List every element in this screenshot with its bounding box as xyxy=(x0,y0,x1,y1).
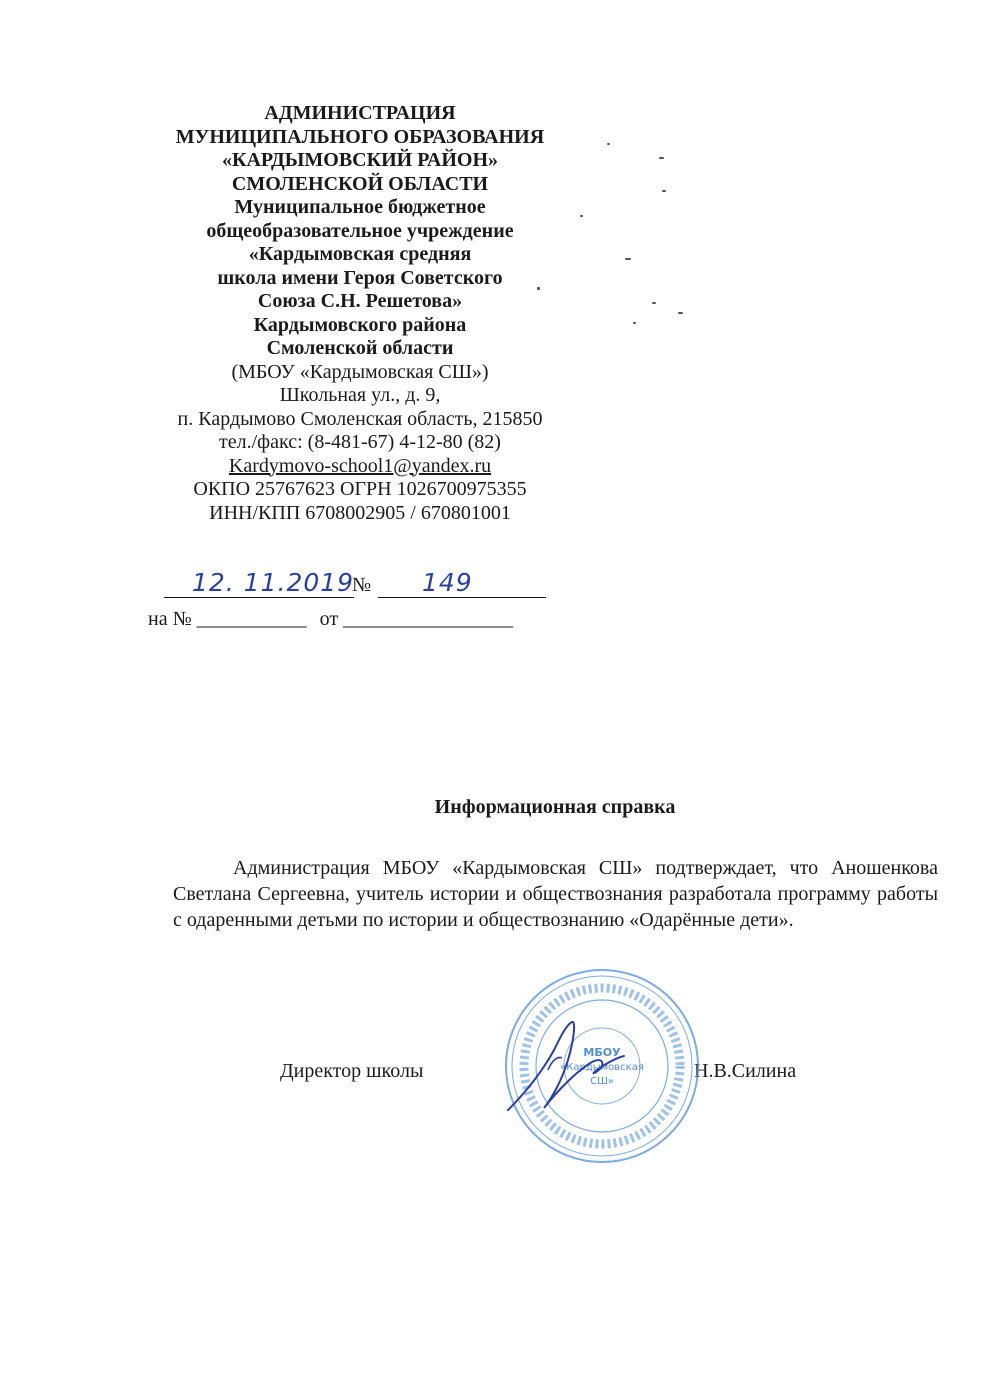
scan-speck xyxy=(662,190,666,192)
scan-speck xyxy=(580,215,583,217)
letterhead-address: п. Кардымово Смоленская область, 215850 xyxy=(177,407,543,430)
letterhead-line: общеобразовательное учреждение xyxy=(206,219,514,242)
scan-speck xyxy=(652,302,656,304)
date-underline xyxy=(164,597,354,598)
letterhead-line: МУНИЦИПАЛЬНОГО ОБРАЗОВАНИЯ xyxy=(175,125,545,148)
letterhead-address: Школьная ул., д. 9, xyxy=(279,384,441,406)
reference-row xyxy=(148,608,513,631)
number-underline xyxy=(378,597,546,598)
scan-speck xyxy=(537,287,540,290)
outgoing-date-number xyxy=(150,568,570,602)
scan-speck xyxy=(607,143,610,145)
handwritten-number: 149 xyxy=(422,568,473,597)
scan-speck xyxy=(625,258,631,260)
reference-date-blank: _________________ xyxy=(343,608,514,630)
signatory-role: Директор школы xyxy=(280,1060,424,1082)
reference-number-label: на № xyxy=(148,608,192,630)
letterhead-line: школа имени Героя Советского xyxy=(217,266,503,289)
letterhead-line: (МБОУ «Кардымовская СШ») xyxy=(231,360,489,383)
letterhead-line: АДМИНИСТРАЦИЯ xyxy=(264,102,456,124)
document-body: Администрация МБОУ «Кардымовская СШ» подтверждает, что Аношенкова Светлана Сергеевна, учитель истории и обществознания разработала программу работы с одаренными детьми по истории и обществознанию «Одарённые дети». xyxy=(173,857,938,931)
reference-number-blank: ___________ xyxy=(196,608,307,630)
letterhead-line: Муниципальное бюджетное xyxy=(234,196,486,218)
letterhead-okpo: ОКПО 25767623 ОГРН 1026700975355 xyxy=(193,478,527,500)
letterhead-email[interactable]: Kardymovo-school1@yandex.ru xyxy=(228,454,492,477)
letterhead-phone: тел./факс: (8-481-67) 4-12-80 (82) xyxy=(219,431,501,453)
document-title: Информационная справка xyxy=(434,796,676,818)
letterhead xyxy=(120,102,600,525)
handwritten-date: 12. 11.2019 xyxy=(192,568,355,597)
scan-speck xyxy=(633,322,636,324)
signatory-name: Н.В.Силина xyxy=(694,1060,797,1082)
reference-date-label: от xyxy=(319,608,339,630)
letterhead-inn: ИНН/КПП 6708002905 / 670801001 xyxy=(209,501,511,524)
stamp-text: «Кардымовская xyxy=(560,1062,644,1073)
scan-speck xyxy=(678,312,683,314)
letterhead-line: СМОЛЕНСКОЙ ОБЛАСТИ xyxy=(231,172,489,195)
number-label: № xyxy=(352,574,372,596)
handwritten-signature xyxy=(488,1010,648,1120)
letterhead-line: Союза С.Н. Решетова» xyxy=(257,290,463,312)
scan-speck xyxy=(659,157,664,159)
stamp-text: МБОУ xyxy=(583,1046,621,1059)
letterhead-line: Смоленской области xyxy=(266,337,454,359)
letterhead-line: «КАРДЫМОВСКИЙ РАЙОН» xyxy=(221,149,499,171)
stamp-text: СШ» xyxy=(590,1076,614,1087)
letterhead-line: «Кардымовская средняя xyxy=(248,243,472,265)
letterhead-line: Кардымовского района xyxy=(253,313,467,336)
